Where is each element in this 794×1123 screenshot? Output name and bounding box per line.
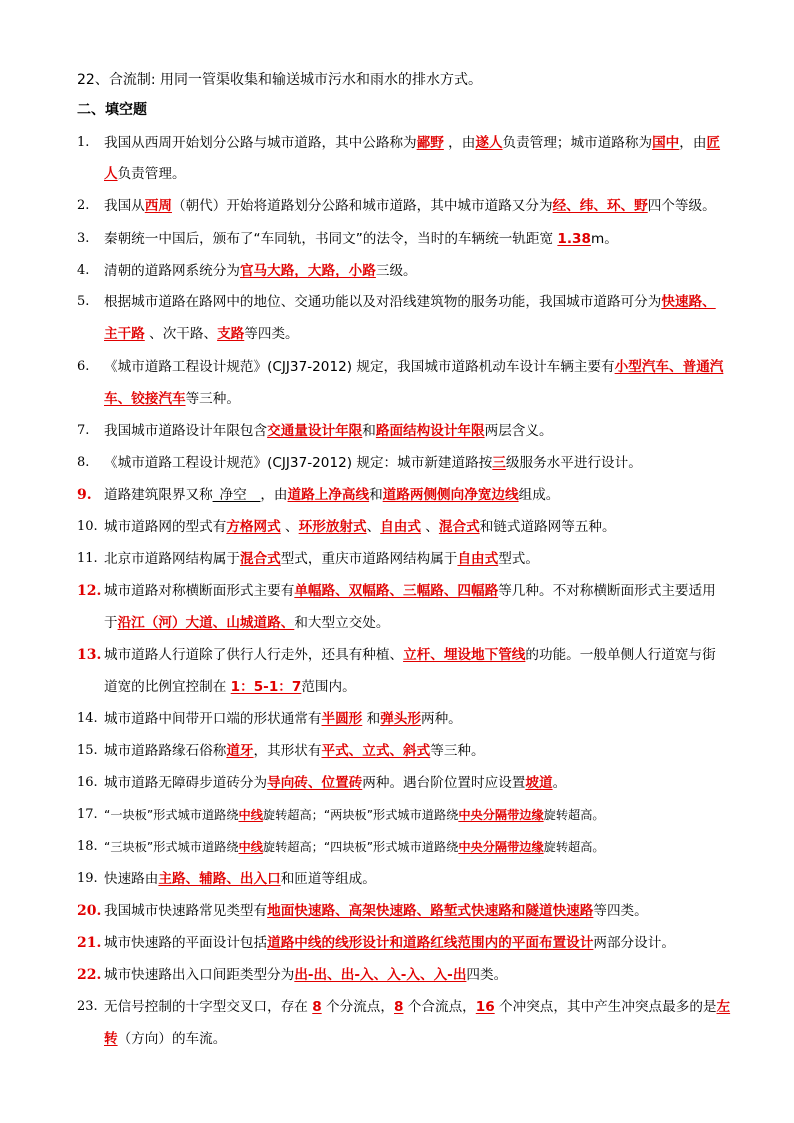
question-number: 4. xyxy=(77,263,90,278)
text-segment: 、 xyxy=(420,519,439,535)
answer-blank: 左 xyxy=(716,999,731,1015)
text-segment: 的功能。一般单侧人行道宽与街 xyxy=(525,647,716,663)
text-segment: _净空__ xyxy=(212,487,261,503)
answer-blank: 道牙 xyxy=(226,743,254,759)
question-text xyxy=(104,773,566,793)
question-number: 3. xyxy=(77,231,90,246)
text-segment: 城市快速路的平面设计包括 xyxy=(104,935,268,951)
text-segment: 四类。 xyxy=(466,967,508,983)
text-segment: 两种。 xyxy=(420,711,462,727)
text-segment: 旋转超高；“两块板”形式城市道路绕 xyxy=(262,808,459,822)
text-segment: 个分流点， xyxy=(321,999,394,1015)
answer-blank: 地面快速路、高架快速路、路堑式快速路和隧道快速路 xyxy=(267,903,594,919)
text-segment: 城市道路对称横断面形式主要有 xyxy=(104,583,295,599)
text-segment: 于 xyxy=(104,615,118,631)
text-segment: 和 xyxy=(362,423,376,439)
question-text xyxy=(104,261,417,281)
answer-blank: 平式、立式、斜式 xyxy=(321,743,431,759)
text-segment: 旋转超高；“四块板”形式城市道路绕 xyxy=(262,840,459,854)
question-number: 16. xyxy=(77,775,98,790)
answer-blank: 主干路 xyxy=(104,326,145,342)
text-segment: 根据城市道路在路网中的地位、交通功能以及对沿线建筑物的服务功能，我国城市道路可分为 xyxy=(104,294,662,310)
text-segment: 。 xyxy=(552,775,567,791)
question-number: 14. xyxy=(77,711,98,726)
intro-line: 22、合流制: 用同一管渠收集和输送城市污水和雨水的排水方式。 xyxy=(77,72,482,88)
text-segment: 和链式道路网等五种。 xyxy=(479,519,616,535)
question-number: 18. xyxy=(77,839,98,854)
question-text xyxy=(104,453,642,473)
text-segment: 、 xyxy=(280,519,299,535)
answer-blank: 弹头形 xyxy=(380,711,421,727)
answer-blank: 官马大路，大路，小路 xyxy=(239,263,376,279)
section-heading: 二、填空题 xyxy=(77,102,147,118)
question-number: 21. xyxy=(77,935,102,951)
question-text xyxy=(104,229,618,249)
answer-blank: 单幅路、双幅路、三幅路、四幅路 xyxy=(294,583,499,599)
text-segment: 等三种。 xyxy=(430,743,485,759)
answer-blank: 1.38 xyxy=(557,231,591,247)
text-segment: （朝代）开始将道路划分公路和城市道路，其中城市道路又分为 xyxy=(171,198,553,214)
text-segment: ，其形状有 xyxy=(253,743,322,759)
text-segment: 北京市道路网结构属于 xyxy=(104,551,240,567)
text-segment: 城市道路中间带开口端的形状通常有 xyxy=(104,711,322,727)
text-segment: 道宽的比例宜控制在 xyxy=(104,679,231,695)
answer-blank: 三 xyxy=(492,455,506,471)
text-segment: ，由 xyxy=(260,487,288,503)
answer-blank: 道路上净高线 xyxy=(287,487,370,503)
text-segment: 和 xyxy=(369,487,383,503)
text-segment: （方向）的车流。 xyxy=(117,1031,227,1047)
question-text xyxy=(104,357,723,377)
text-segment: “三块板”形式城市道路绕 xyxy=(104,840,239,854)
question-number: 19. xyxy=(77,871,98,886)
question-number: 6. xyxy=(77,359,90,374)
question-text xyxy=(104,997,730,1017)
answer-blank: 匠 xyxy=(706,135,721,151)
question-text xyxy=(104,677,356,697)
text-segment: 个冲突点，其中产生冲突点最多的是 xyxy=(494,999,717,1015)
question-text xyxy=(104,709,462,729)
text-segment: 两层含义。 xyxy=(484,423,553,439)
text-segment: 型式。 xyxy=(498,551,539,567)
question-text xyxy=(104,164,186,184)
text-segment: 快速路由 xyxy=(104,871,159,887)
text-segment: 负责管理；城市道路称为 xyxy=(502,135,653,151)
answer-blank: 中线 xyxy=(238,808,263,822)
answer-blank: 主路、辅路、出入口 xyxy=(158,871,281,887)
question-text xyxy=(104,485,559,505)
question-number: 8. xyxy=(77,455,90,470)
answer-blank: 路面结构设计年限 xyxy=(375,423,485,439)
answer-blank: 快速路、 xyxy=(661,294,716,310)
text-segment: 和大型立交处。 xyxy=(294,615,390,631)
answer-blank: 8 xyxy=(394,999,404,1015)
answer-blank: 鄙野 xyxy=(416,135,444,151)
answer-blank: 中央分隔带边缘 xyxy=(458,840,544,854)
question-text xyxy=(104,133,720,153)
question-number: 10. xyxy=(77,519,98,534)
question-text xyxy=(104,965,507,985)
question-text xyxy=(104,805,605,825)
text-segment: m。 xyxy=(590,231,618,247)
answer-blank: 混合式 xyxy=(239,551,281,567)
question-number: 22. xyxy=(77,967,102,983)
text-segment: “一块板”形式城市道路绕 xyxy=(104,808,239,822)
question-text xyxy=(104,549,539,569)
text-segment: 旋转超高。 xyxy=(543,840,605,854)
text-segment: 、次干路、 xyxy=(144,326,218,342)
question-text xyxy=(104,869,376,889)
text-segment: ，由 xyxy=(679,135,707,151)
answer-blank: 小型汽车、普通汽 xyxy=(614,359,724,375)
question-text xyxy=(104,741,485,761)
text-segment: 组成。 xyxy=(518,487,560,503)
answer-blank: 自由式 xyxy=(457,551,499,567)
text-segment: 范围内。 xyxy=(301,679,356,695)
text-segment: 我国城市快速路常见类型有 xyxy=(104,903,268,919)
question-text xyxy=(104,837,605,857)
text-segment: 和 xyxy=(362,711,381,727)
text-segment: 等四类。 xyxy=(244,326,299,342)
question-text xyxy=(104,581,716,601)
text-segment: 《城市道路工程设计规范》(CJJ37-2012) 规定，我国城市道路机动车设计车辆主要有 xyxy=(104,359,615,375)
answer-blank: 道路中线的线形设计和道路红线范围内的平面布置设计 xyxy=(267,935,594,951)
text-segment: 城市快速路出入口间距类型分为 xyxy=(104,967,295,983)
question-text xyxy=(104,1029,226,1049)
answer-blank: 中央分隔带边缘 xyxy=(458,808,544,822)
question-number: 13. xyxy=(77,647,102,663)
text-segment: 等三种。 xyxy=(185,391,240,407)
answer-blank: 半圆形 xyxy=(321,711,363,727)
answer-blank: 支路 xyxy=(217,326,245,342)
answer-blank: 方格网式 xyxy=(226,519,281,535)
answer-blank: 交通量设计年限 xyxy=(267,423,363,439)
answer-blank: 道路两侧侧向净宽边线 xyxy=(382,487,519,503)
answer-blank: 国中 xyxy=(652,135,680,151)
answer-blank: 坡道 xyxy=(525,775,553,791)
answer-blank: 经、纬、环、野 xyxy=(552,198,648,214)
question-number: 9. xyxy=(77,487,92,503)
answer-blank: 混合式 xyxy=(438,519,480,535)
answer-blank: 16 xyxy=(475,999,495,1015)
text-segment: 两种。遇台阶位置时应设置 xyxy=(362,775,526,791)
text-segment: 我国从 xyxy=(104,198,145,214)
answer-blank: 转 xyxy=(104,1031,118,1047)
text-segment: 城市道路人行道除了供行人行走外，还具有种植、 xyxy=(104,647,404,663)
text-segment: 等几种。不对称横断面形式主要适用 xyxy=(498,583,716,599)
question-text xyxy=(104,613,389,633)
question-text xyxy=(104,324,299,344)
question-number: 1. xyxy=(77,135,90,150)
question-number: 20. xyxy=(77,903,102,919)
question-number: 23. xyxy=(77,999,98,1014)
question-text xyxy=(104,421,553,441)
question-number: 12. xyxy=(77,583,102,599)
text-segment: 无信号控制的十字型交叉口，存在 xyxy=(104,999,313,1015)
text-segment: 和匝道等组成。 xyxy=(280,871,376,887)
question-number: 17. xyxy=(77,807,98,822)
question-text xyxy=(104,292,716,312)
text-segment: 城市道路路缘石俗称 xyxy=(104,743,227,759)
text-segment: 《城市道路工程设计规范》(CJJ37-2012) 规定：城市新建道路按 xyxy=(104,455,493,471)
text-segment: 清朝的道路网系统分为 xyxy=(104,263,240,279)
text-segment: 型式，重庆市道路网结构属于 xyxy=(280,551,458,567)
answer-blank: 导向砖、位置砖 xyxy=(267,775,363,791)
question-text xyxy=(104,517,616,537)
answer-blank: 中线 xyxy=(238,840,263,854)
answer-blank: 车、铰接汽车 xyxy=(104,391,186,407)
question-text xyxy=(104,901,648,921)
question-number: 2. xyxy=(77,198,90,213)
answer-blank: 自由式 xyxy=(380,519,421,535)
question-text xyxy=(104,196,716,216)
text-segment: 、 xyxy=(366,519,381,535)
text-segment: 两部分设计。 xyxy=(593,935,675,951)
question-number: 15. xyxy=(77,743,98,758)
text-segment: 级服务水平进行设计。 xyxy=(505,455,642,471)
text-segment: 道路建筑限界又称 xyxy=(104,487,213,503)
text-segment: 四个等级。 xyxy=(647,198,716,214)
text-segment: 秦朝统一中国后，颁布了“车同轨，书同文”的法令，当时的车辆统一轨距宽 xyxy=(104,231,558,247)
question-number: 11. xyxy=(77,551,98,566)
answer-blank: 西周 xyxy=(144,198,172,214)
answer-blank: 立杆、埋设地下管线 xyxy=(403,647,526,663)
answer-blank: 出-出、出-入、入-入、入-出 xyxy=(294,967,467,983)
answer-blank: 8 xyxy=(312,999,322,1015)
text-segment: 我国城市道路设计年限包含 xyxy=(104,423,268,439)
question-text xyxy=(104,645,716,665)
text-segment: 等四类。 xyxy=(593,903,648,919)
question-text xyxy=(104,389,240,409)
text-segment: 三级。 xyxy=(375,263,417,279)
text-segment: 负责管理。 xyxy=(117,166,186,182)
answer-blank: 1：5-1：7 xyxy=(230,679,302,695)
answer-blank: 遂人 xyxy=(475,135,503,151)
text-segment: 个合流点， xyxy=(403,999,476,1015)
answer-blank: 环形放射式 xyxy=(298,519,367,535)
question-number: 7. xyxy=(77,423,90,438)
answer-blank: 人 xyxy=(104,166,118,182)
answer-blank: 沿江（河）大道、山城道路、 xyxy=(117,615,295,631)
text-segment: 我国从西周开始划分公路与城市道路，其中公路称为 xyxy=(104,135,417,151)
text-segment: ，由 xyxy=(443,135,476,151)
question-text xyxy=(104,933,675,953)
question-number: 5. xyxy=(77,294,90,309)
text-segment: 旋转超高。 xyxy=(543,808,605,822)
text-segment: 城市道路网的型式有 xyxy=(104,519,227,535)
text-segment: 城市道路无障碍步道砖分为 xyxy=(104,775,268,791)
